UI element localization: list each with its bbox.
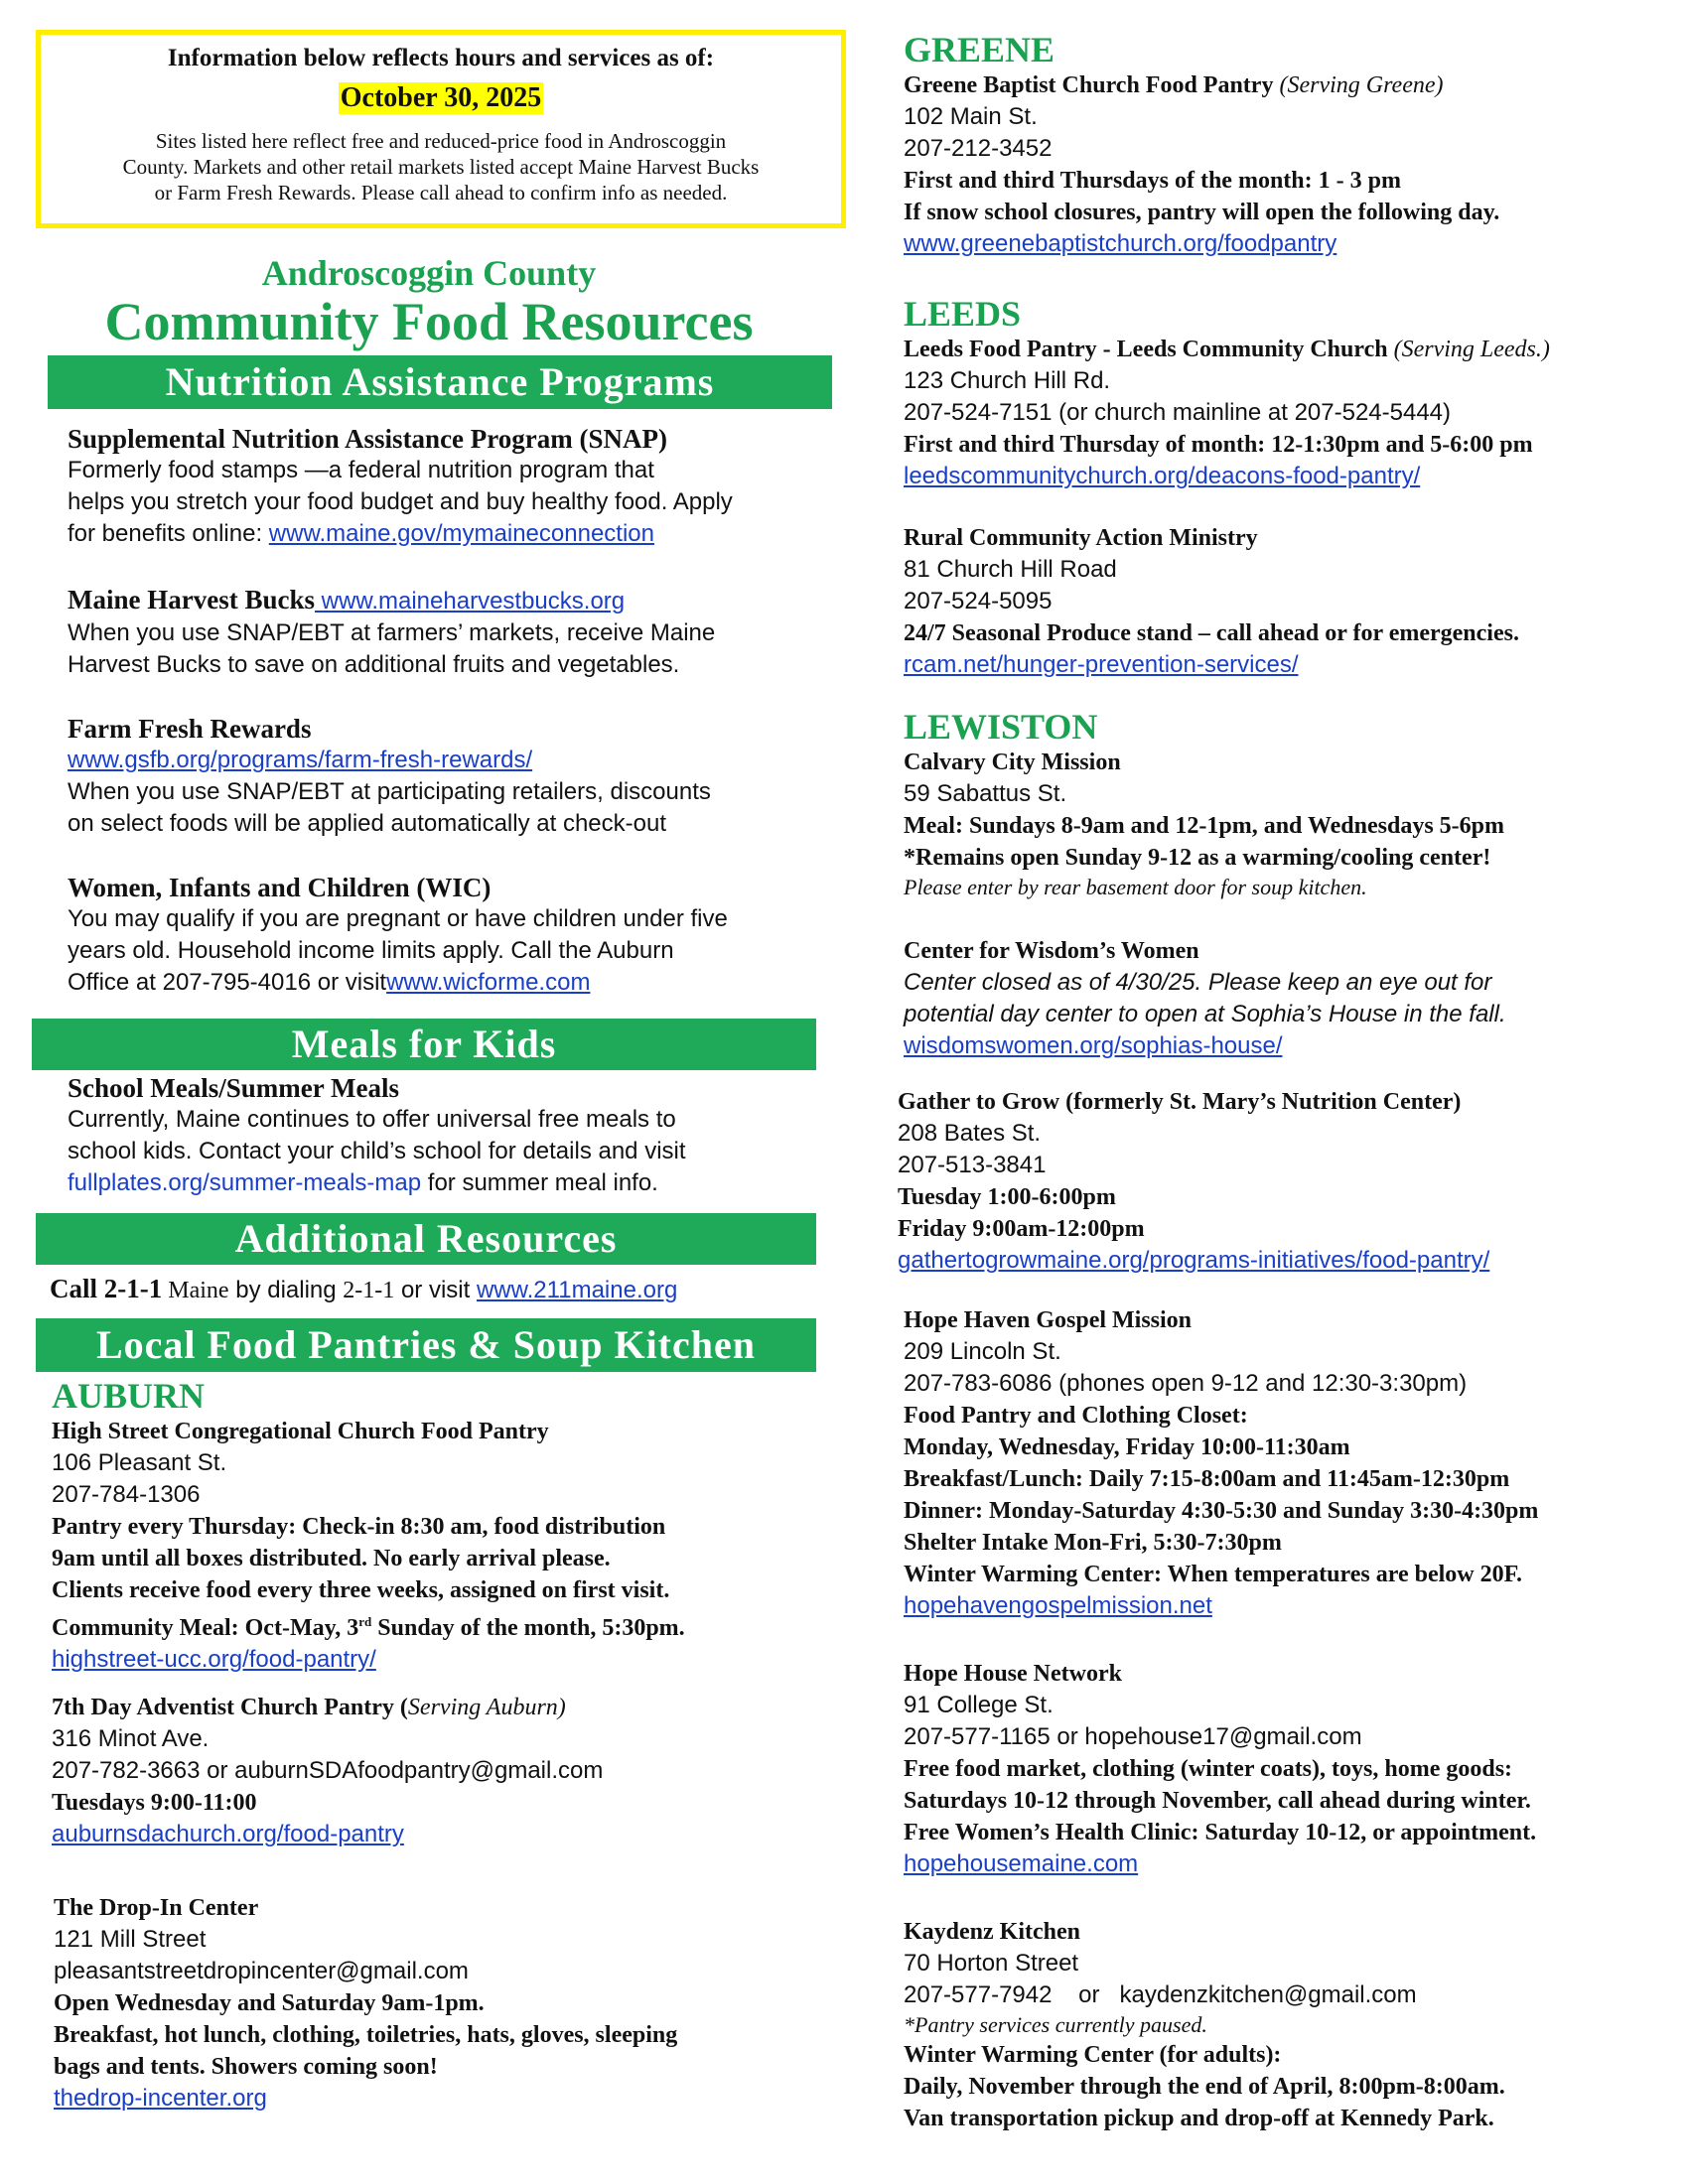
sda-name: 7th Day Adventist Church Pantry ( [52, 1695, 408, 1720]
hope-house-entry [904, 1658, 1678, 1880]
town-auburn: AUBURN [52, 1376, 206, 1416]
community-meal-sup: rd [358, 1614, 372, 1629]
drop-in-name: The Drop-In Center [54, 1895, 259, 1921]
wisdom-entry [904, 935, 1678, 1062]
sda-link[interactable]: auburnsdachurch.org/food-pantry [52, 1821, 404, 1847]
high-street-hours-2: 9am until all boxes distributed. No early arrival please. [52, 1546, 611, 1571]
high-street-link[interactable]: highstreet-ucc.org/food-pantry/ [52, 1646, 376, 1673]
mhb-line-1: When you use SNAP/EBT at farmers’ markets, receive Maine [68, 619, 716, 646]
wic-line-3: Office at 207-795-4016 or visit [68, 969, 387, 996]
kaydenz-hours-2: Daily, November through the end of April, 8:00pm-8:00am. [904, 2074, 1505, 2100]
school-meals-line-2: school kids. Contact your child’s school for details and visit [68, 1138, 686, 1164]
hope-house-hours-1: Free food market, clothing (winter coats), toys, home goods: [904, 1756, 1513, 1782]
leeds-pantry-phone: 207-524-7151 (or church mainline at 207-524-5444) [904, 399, 1452, 426]
call-211-number: 2-1-1 [343, 1278, 395, 1303]
leeds-pantry-address: 123 Church Hill Rd. [904, 367, 1111, 394]
kaydenz-address: 70 Horton Street [904, 1950, 1079, 1977]
hope-house-hours-3: Free Women’s Health Clinic: Saturday 10-12, or appointment. [904, 1820, 1537, 1845]
hope-haven-hours-3: Breakfast/Lunch: Daily 7:15-8:00am and 11:45am-12:30pm [904, 1466, 1510, 1492]
drop-in-hours-3: bags and tents. Showers coming soon! [54, 2054, 438, 2080]
mhb-line-2: Harvest Bucks to save on additional fruits and vegetables. [68, 651, 680, 678]
page-title: Community Food Resources [104, 292, 754, 351]
school-meals-line-3: for summer meal info. [421, 1169, 658, 1196]
mhb-link[interactable]: www.maineharvestbucks.org [315, 588, 626, 614]
gather-link[interactable]: gathertogrowmaine.org/programs-initiatives/food-pantry/ [898, 1247, 1490, 1274]
calvary-address: 59 Sabattus St. [904, 780, 1067, 807]
wisdom-line-1: Center closed as of 4/30/25. Please keep an eye out for [904, 969, 1492, 996]
greene-hours-2: If snow school closures, pantry will open the following day. [904, 200, 1500, 225]
wisdom-line-2: potential day center to open at Sophia’s House in the fall. [904, 1001, 1506, 1027]
greene-name: Greene Baptist Church Food Pantry [904, 72, 1280, 98]
school-meals-line-1: Currently, Maine continues to offer universal free meals to [68, 1106, 676, 1133]
wic-line-1: You may qualify if you are pregnant or have children under five [68, 905, 728, 932]
hope-house-address: 91 College St. [904, 1692, 1054, 1718]
snap-link[interactable]: www.maine.gov/mymaineconnection [268, 520, 654, 547]
rcam-name: Rural Community Action Ministry [904, 525, 1258, 551]
community-meal-b: Sunday of the month, 5:30pm. [371, 1615, 685, 1641]
greene-link[interactable]: www.greenebaptistchurch.org/foodpantry [904, 230, 1337, 257]
calvary-hours-1: Meal: Sundays 8-9am and 12-1pm, and Wednesdays 5-6pm [904, 813, 1505, 839]
notice-line-2: County. Markets and other retail markets listed accept Maine Harvest Bucks [122, 155, 760, 179]
hope-haven-link[interactable]: hopehavengospelmission.net [904, 1592, 1212, 1619]
kaydenz-name: Kaydenz Kitchen [904, 1919, 1080, 1945]
notice-heading: Information below reflects hours and services as of: [167, 45, 715, 71]
high-street-address: 106 Pleasant St. [52, 1449, 227, 1476]
snap-line-1: Formerly food stamps —a federal nutrition program that [68, 457, 654, 483]
kaydenz-hours-3: Van transportation pickup and drop-off at Kennedy Park. [904, 2106, 1494, 2131]
greene-serving: (Serving Greene) [1279, 72, 1444, 98]
calvary-name: Calvary City Mission [904, 750, 1121, 775]
wic-link[interactable]: www.wicforme.com [386, 969, 591, 996]
leeds-pantry-hours: First and third Thursday of month: 12-1:30pm and 5-6:00 pm [904, 432, 1533, 458]
hope-haven-name: Hope Haven Gospel Mission [904, 1307, 1193, 1333]
hope-house-name: Hope House Network [904, 1661, 1122, 1687]
gather-hours-1: Tuesday 1:00-6:00pm [898, 1184, 1116, 1210]
rcam-entry [904, 522, 1678, 681]
greene-phone: 207-212-3452 [904, 135, 1053, 162]
call-211-mid: by dialing [228, 1277, 344, 1303]
lewiston-section [904, 707, 1678, 901]
call-211-maine: Maine [162, 1278, 229, 1303]
mhb-title: Maine Harvest Bucks [68, 585, 315, 614]
drop-in-link[interactable]: thedrop-incenter.org [54, 2085, 267, 2112]
high-street-phone: 207-784-1306 [52, 1481, 201, 1508]
call-211-link[interactable]: www.211maine.org [476, 1277, 678, 1303]
rcam-address: 81 Church Hill Road [904, 556, 1117, 583]
notice-line-3: or Farm Fresh Rewards. Please call ahead to confirm info as needed. [154, 181, 728, 205]
section-bar-meals-for-kids: Meals for Kids [32, 1019, 816, 1070]
snap-line-2: helps you stretch your food budget and buy healthy food. Apply [68, 488, 733, 515]
greene-address: 102 Main St. [904, 103, 1038, 130]
greene-hours-1: First and third Thursdays of the month: 1 - 3 pm [904, 168, 1401, 194]
wisdom-name: Center for Wisdom’s Women [904, 938, 1199, 964]
snap-line-3: for benefits online: [68, 520, 269, 547]
maine-harvest-bucks-entry [68, 584, 842, 681]
calvary-note: Please enter by rear basement door for soup kitchen. [904, 875, 1367, 899]
rcam-hours: 24/7 Seasonal Produce stand – call ahead or for emergencies. [904, 620, 1519, 646]
high-street-hours-3: Clients receive food every three weeks, assigned on first visit. [52, 1577, 670, 1603]
gather-phone: 207-513-3841 [898, 1152, 1047, 1178]
call-211-or: or visit [394, 1277, 477, 1303]
snap-entry [68, 423, 842, 550]
gather-hours-2: Friday 9:00am-12:00pm [898, 1216, 1145, 1242]
wic-entry [68, 872, 842, 999]
hope-haven-hours-1: Food Pantry and Clothing Closet: [904, 1403, 1248, 1429]
hope-haven-hours-4: Dinner: Monday-Saturday 4:30-5:30 and Sunday 3:30-4:30pm [904, 1498, 1539, 1524]
hope-house-phone: 207-577-1165 or hopehouse17@gmail.com [904, 1723, 1362, 1750]
call-211-label: Call 2-1-1 [50, 1274, 163, 1303]
sda-hours: Tuesdays 9:00-11:00 [52, 1790, 257, 1816]
town-lewiston: LEWISTON [904, 707, 1098, 747]
hope-haven-entry [904, 1304, 1678, 1622]
gather-name: Gather to Grow (formerly St. Mary’s Nutrition Center) [898, 1089, 1462, 1115]
drop-in-hours-2: Breakfast, hot lunch, clothing, toiletries, hats, gloves, sleeping [54, 2022, 678, 2048]
wisdom-link[interactable]: wisdomswomen.org/sophias-house/ [904, 1032, 1283, 1059]
hope-haven-address: 209 Lincoln St. [904, 1338, 1061, 1365]
section-bar-local-pantries: Local Food Pantries & Soup Kitchen [36, 1318, 816, 1372]
section-bar-nutrition: Nutrition Assistance Programs [48, 355, 832, 409]
high-street-entry [52, 1416, 846, 1676]
hope-house-link[interactable]: hopehousemaine.com [904, 1850, 1139, 1877]
greene-section [904, 30, 1678, 260]
leeds-section [904, 294, 1678, 492]
high-street-name: High Street Congregational Church Food Pantry [52, 1419, 549, 1444]
town-greene: GREENE [904, 30, 1055, 69]
hope-haven-phone: 207-783-6086 (phones open 9-12 and 12:30-3:30pm) [904, 1370, 1468, 1397]
school-meals-title: School Meals/Summer Meals [68, 1073, 399, 1103]
wic-line-2: years old. Household income limits apply. Call the Auburn [68, 937, 674, 964]
call-211-line [50, 1273, 844, 1306]
leeds-pantry-name: Leeds Food Pantry - Leeds Community Church [904, 337, 1394, 362]
hope-haven-hours-5: Shelter Intake Mon-Fri, 5:30-7:30pm [904, 1530, 1282, 1556]
town-leeds: LEEDS [904, 294, 1022, 334]
high-street-hours-1: Pantry every Thursday: Check-in 8:30 am, food distribution [52, 1514, 666, 1540]
auburn-section [52, 1376, 846, 1676]
drop-in-email: pleasantstreetdropincenter@gmail.com [54, 1958, 469, 1984]
hope-haven-hours-2: Monday, Wednesday, Friday 10:00-11:30am [904, 1434, 1350, 1460]
ffr-title: Farm Fresh Rewards [68, 714, 312, 744]
kaydenz-note: *Pantry services currently paused. [904, 2012, 1207, 2037]
gather-to-grow-entry [898, 1086, 1682, 1277]
notice-date: October 30, 2025 [340, 82, 542, 113]
hours-notice-box [36, 30, 846, 228]
rcam-phone: 207-524-5095 [904, 588, 1053, 614]
summer-meals-link[interactable]: fullplates.org/summer-meals-map [68, 1169, 422, 1196]
ffr-line-1: When you use SNAP/EBT at participating retailers, discounts [68, 778, 711, 805]
kaydenz-hours-1: Winter Warming Center (for adults): [904, 2042, 1282, 2068]
sda-entry [52, 1692, 846, 1850]
school-meals-entry [68, 1072, 842, 1199]
hope-house-hours-2: Saturdays 10-12 through November, call ahead during winter. [904, 1788, 1531, 1814]
farm-fresh-rewards-entry [68, 713, 842, 840]
drop-in-address: 121 Mill Street [54, 1926, 207, 1953]
drop-in-hours-1: Open Wednesday and Saturday 9am-1pm. [54, 1990, 485, 2016]
wic-title: Women, Infants and Children (WIC) [68, 873, 492, 902]
notice-line-1: Sites listed here reflect free and reduced-price food in Androscoggin [155, 129, 727, 153]
ffr-link[interactable]: www.gsfb.org/programs/farm-fresh-rewards/ [68, 747, 533, 773]
leeds-pantry-link[interactable]: leedscommunitychurch.org/deacons-food-pantry/ [904, 463, 1421, 489]
ffr-line-2: on select foods will be applied automatically at check-out [68, 810, 666, 837]
sda-address: 316 Minot Ave. [52, 1725, 210, 1752]
leeds-pantry-serving: (Serving Leeds.) [1393, 337, 1550, 362]
hope-haven-hours-6: Winter Warming Center: When temperatures are below 20F. [904, 1562, 1523, 1587]
sda-serving: Serving Auburn) [407, 1695, 566, 1720]
county-heading: Androscoggin County [261, 253, 597, 293]
gather-address: 208 Bates St. [898, 1120, 1042, 1147]
community-meal-a: Community Meal: Oct-May, 3 [52, 1615, 359, 1641]
section-bar-additional-resources: Additional Resources [36, 1213, 816, 1265]
snap-title: Supplemental Nutrition Assistance Program (SNAP) [68, 424, 667, 454]
kaydenz-phone: 207-577-7942 or kaydenzkitchen@gmail.com [904, 1981, 1417, 2008]
kaydenz-entry [904, 1916, 1678, 2134]
drop-in-entry [54, 1892, 848, 2115]
rcam-link[interactable]: rcam.net/hunger-prevention-services/ [904, 651, 1299, 678]
sda-phone: 207-782-3663 or auburnSDAfoodpantry@gmail.com [52, 1757, 604, 1784]
calvary-hours-2: *Remains open Sunday 9-12 as a warming/cooling center! [904, 845, 1491, 871]
